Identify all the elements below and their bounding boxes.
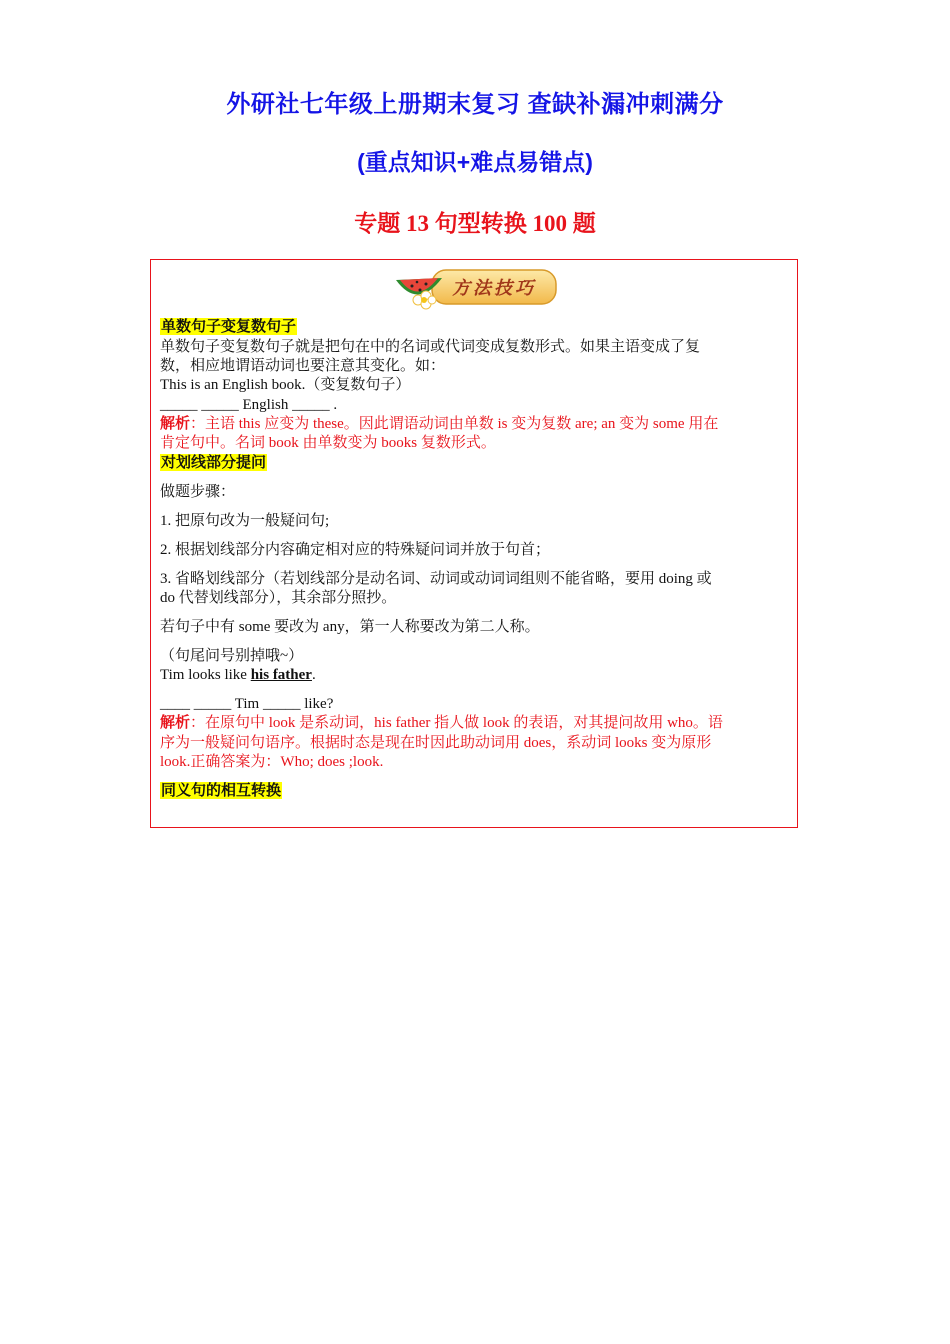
topic-title: 专题 13 句型转换 100 题 [354,211,596,236]
note: （句尾问号别掉哦~） [160,648,304,664]
paragraph: 单数句子变复数句子就是把句在中的名词或代词变成复数形式。如果主语变成了复 [160,338,701,355]
analysis: look.正确答案为：Who; does ;look. [160,754,384,770]
document-title: 外研社七年级上册期末复习 查缺补漏冲刺满分 [226,91,724,118]
step: do 代替划线部分），其余部分照抄。 [160,590,397,606]
section-heading-plural: 单数句子变复数句子 [161,318,297,335]
analysis: 解析：主语 this 应变为 these。因此谓语动词由单数 is 变为复数 are; an 变为 some 用在 [160,415,719,432]
note: 若句子中有 some 要改为 any，第一人称要改为第二人称。 [160,619,540,635]
example-sentence: Tim looks like his father. [160,667,316,683]
document-subtitle: (重点知识+难点易错点) [357,149,593,175]
step: 3. 省略划线部分（若划线部分是动名词、动词或动词词组则不能省略，要用 doing 或 [160,571,712,587]
analysis: 解析：在原句中 look 是系动词，his father 指人做 look 的表语，对其提问故用 who。语 [160,714,723,731]
fill-blank: ____ _____ Tim _____ like? [160,696,334,712]
steps-title: 做题步骤： [160,483,236,500]
paragraph: 数，相应地谓语动词也要注意其变化。如： [160,357,446,374]
step: 2. 根据划线部分内容确定相对应的特殊疑问词并放于句首； [160,542,551,558]
analysis: 肯定句中。名词 book 由单数变为 books 复数形式。 [160,435,496,451]
method-tips-label: 方法技巧 [452,278,536,299]
example-sentence: This is an English book.（变复数句子） [160,377,411,393]
section-heading-question: 对划线部分提问 [161,454,267,471]
fill-blank: _____ _____ English _____ . [160,397,338,413]
analysis: 序为一般疑问句语序。根据时态是现在时因此助动词用 does，系动词 looks 变为原形 [160,735,712,751]
step: 1. 把原句改为一般疑问句; [160,513,330,529]
section-heading-synonym: 同义句的相互转换 [161,782,282,799]
